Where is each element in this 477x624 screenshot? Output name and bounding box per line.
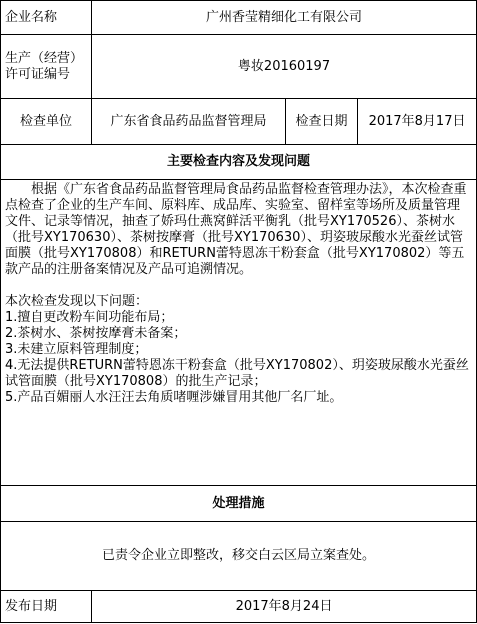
license-label (1, 35, 92, 99)
inspector-row (1, 99, 477, 145)
issue-item-1: 1.擅自更改粉车间功能布局； (5, 310, 174, 325)
license-row (1, 35, 477, 99)
company-label: 企业名称 (1, 1, 92, 35)
issue-item-4: 4.无法提供RETURN蕾特恩冻干粉套盒（批号XY170802）、玥姿玻尿酸水光蚕丝试管面膜（批号XY170808）的批生产记录； (5, 358, 469, 389)
inspection-date-value: 2017年8月17日 (358, 99, 477, 145)
measures-text: 已责令企业立即整改，移交白云区局立案查处。 (1, 522, 477, 591)
license-label-line1: 生产（经营） (5, 50, 84, 66)
inspector-label: 检查单位 (1, 99, 92, 145)
findings-heading-row (1, 145, 477, 180)
issues-intro: 本次检查发现以下问题： (5, 294, 149, 309)
publish-date-label: 发布日期 (1, 591, 92, 623)
findings-body (1, 180, 477, 486)
findings-heading: 主要检查内容及发现问题 (1, 145, 477, 180)
license-label-line2: 许可证编号 (5, 66, 71, 82)
company-row (1, 1, 477, 35)
measures-heading: 处理措施 (1, 486, 477, 522)
paragraph-gap (5, 278, 472, 294)
issue-item-3: 3.未建立原料管理制度； (5, 342, 148, 357)
inspector-value: 广东省食品药品监督管理局 (92, 99, 286, 145)
measures-heading-row (1, 486, 477, 522)
publish-row (1, 591, 477, 623)
issue-item-5: 5.产品百媚丽人水汪汪去角质啫喱涉嫌冒用其他厂名厂址。 (5, 390, 343, 405)
measures-body-row (1, 522, 477, 591)
findings-body-row (1, 180, 477, 486)
publish-date-value: 2017年8月24日 (92, 591, 477, 623)
inspection-date-label: 检查日期 (286, 99, 358, 145)
company-value: 广州香莹精细化工有限公司 (92, 1, 477, 35)
issue-item-2: 2.茶树水、茶树按摩膏未备案； (5, 326, 187, 341)
intro-paragraph: 根据《广东省食品药品监督管理局食品药品监督检查管理办法》，本次检查重点检查了企业的生产车间、原料库、成品库、实验室、留样室等场所及质量管理文件、记录等情况，抽查了娇玛仕燕窝鲜活平衡乳（批号XY170526）、茶树水（批号XY170630）、茶树按摩膏（批号XY170630）、玥姿玻尿酸水光蚕丝试管面膜（批号XY170808）和RETURN蕾特恩冻干粉套盒（批号XY170802）等五款产品的注册备案情况及产品可追溯情况。 (5, 182, 467, 277)
license-value: 粤妆20160197 (92, 35, 477, 99)
